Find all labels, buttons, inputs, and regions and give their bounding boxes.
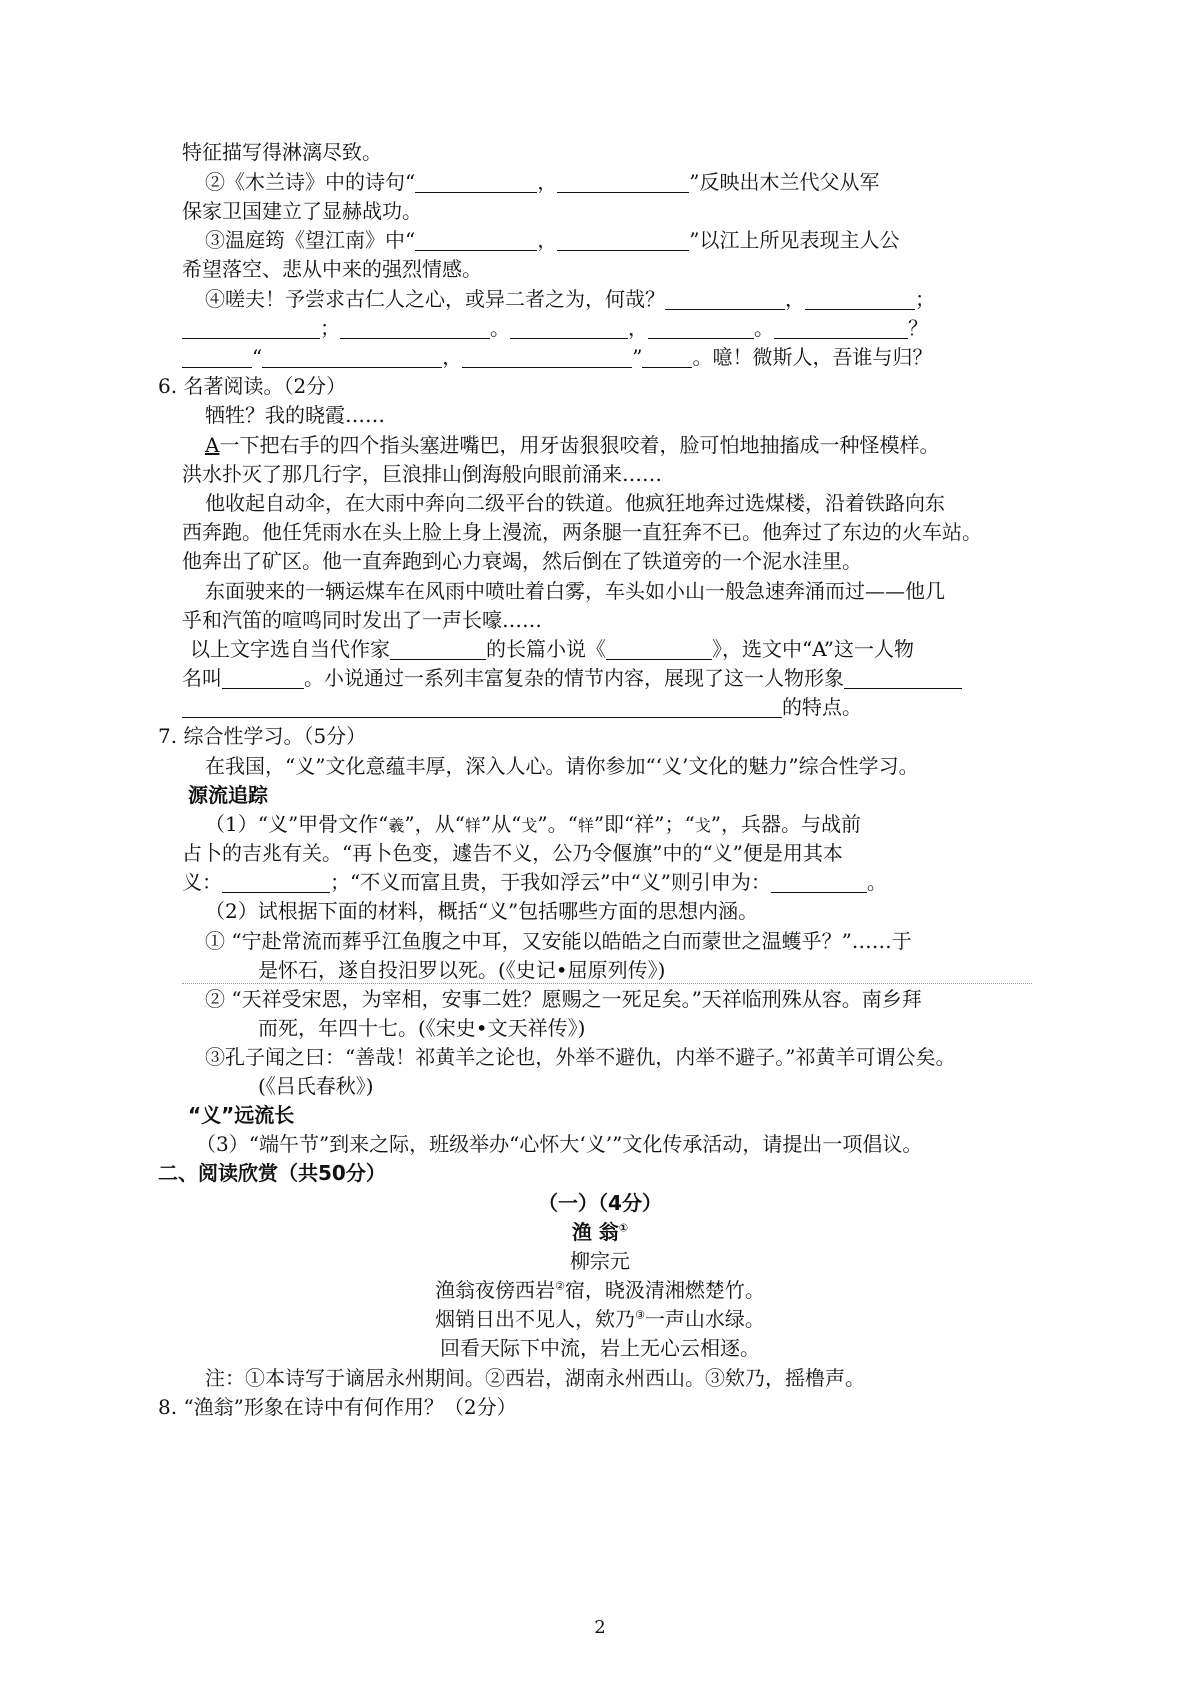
q6-question-text: 的长篇小说《	[486, 637, 606, 661]
oracle-bone-yang-glyph: 䍧	[577, 816, 594, 835]
answer-blank[interactable]	[462, 345, 632, 368]
material-1-line-1: ① “宁赴常流而葬乎江鱼腹之中耳，又安能以皓皓之白而蒙世之温蠖乎？”……于	[205, 929, 912, 953]
close-quote: ”	[632, 345, 643, 369]
q7-sub1-text: ”。“	[537, 812, 578, 836]
material-divider	[182, 983, 1032, 984]
q5-line-1	[205, 168, 879, 196]
poem-line-2	[0, 1305, 1200, 1333]
q5-line-5	[205, 285, 935, 313]
character-trait-blank[interactable]	[182, 695, 782, 718]
poem-line-1-text: 渔翁夜傍西岩	[435, 1278, 556, 1302]
footnote-marker: ③	[635, 1308, 645, 1322]
question-mark: ？	[908, 316, 928, 340]
answer-blank[interactable]	[510, 316, 628, 339]
q6-question-text: 名叫	[182, 666, 222, 690]
comma: ，	[537, 228, 558, 252]
q6-question-text: 》，选文中“A”这一人物	[712, 637, 914, 661]
q6-question-line-2	[182, 664, 962, 692]
oracle-bone-yang-glyph: 䍧	[464, 816, 481, 835]
q6-para-2	[205, 431, 939, 459]
q6-para-4: 他收起自动伞，在大雨中奔向二级平台的铁道。他疯狂地奔过选煤楼，沿着铁路向东	[205, 491, 945, 515]
answer-blank[interactable]	[642, 345, 692, 368]
q6-para-8: 乎和汽笛的喧鸣同时发出了一声长嚎……	[182, 608, 542, 632]
q6-question-text: 。小说通过一系列丰富复杂的情节内容，展现了这一人物形象	[304, 666, 844, 690]
q5-line-3	[205, 226, 899, 254]
poem-title-text: 渔 翁	[571, 1220, 619, 1244]
open-quote: “	[252, 345, 263, 369]
oracle-bone-wo-glyph: 戈	[521, 816, 538, 835]
q5-line-7	[182, 343, 932, 371]
original-meaning-blank[interactable]	[222, 870, 330, 893]
material-2-line-2: 而死，年四十七。(《宋史•文天祥传》)	[258, 1016, 586, 1040]
q7-sub1-text: 。	[866, 870, 887, 894]
q6-para-7: 东面驶来的一辆运煤车在风雨中喷吐着白雾，车头如小山一般急速奔涌而过——他几	[205, 579, 945, 603]
section-heading-origin: 源流追踪	[188, 783, 268, 807]
answer-blank[interactable]	[182, 316, 320, 339]
part-2-subsection-title: （一）（4分）	[538, 1191, 662, 1215]
q5-line-2: 保家卫国建立了显赫战功。	[182, 199, 422, 223]
q7-sub1-line-2: 占卜的吉兆有关。“再卜色变，遽告不义，公乃令偃旗”中的“义”便是用其本	[182, 841, 843, 865]
oracle-bone-wo-glyph: 戈	[694, 816, 711, 835]
q5-line-3-tail: ”以江上所见表现主人公	[689, 228, 900, 252]
comma: ，	[628, 316, 648, 340]
answer-blank[interactable]	[648, 316, 754, 339]
q6-question-text: 以上文字选自当代作家	[190, 637, 390, 661]
poem-line-1	[0, 1276, 1200, 1304]
poem-notes: 注：①本诗写于谪居永州期间。②西岩，湖南永州西山。③欸乃，摇橹声。	[205, 1366, 865, 1390]
section-heading-legacy: “义”远流长	[188, 1103, 295, 1127]
character-trait-blank[interactable]	[844, 666, 962, 689]
q7-sub1-line-1	[205, 810, 861, 840]
q7-sub1-text: ”从“	[480, 812, 522, 836]
answer-blank[interactable]	[415, 170, 537, 193]
comma: ，	[537, 170, 558, 194]
q7-title: 7. 综合性学习。（5分）	[158, 724, 367, 748]
q7-sub1-text: ；“不义而富且贵，于我如浮云”中“义”则引申为：	[330, 870, 771, 894]
answer-blank[interactable]	[665, 287, 785, 310]
period: 。	[490, 316, 510, 340]
q5-line-6	[182, 314, 928, 342]
q7-sub1-text: ”即“祥”；“	[593, 812, 695, 836]
material-2-line-1: ② “天祥受宋恩，为宰相，安事二姓？愿赐之一死足矣。”天祥临刑殊从容。南乡拜	[205, 987, 922, 1011]
answer-blank[interactable]	[415, 228, 537, 251]
comma: ，	[442, 345, 463, 369]
answer-blank[interactable]	[182, 345, 252, 368]
answer-blank[interactable]	[774, 316, 908, 339]
poem-title	[0, 1218, 1200, 1246]
extended-meaning-blank[interactable]	[771, 870, 867, 893]
q6-para-2-text: 一下把右手的四个指头塞进嘴巴，用牙齿狠狠咬着，脸可怕地抽搐成一种怪模样。	[219, 433, 940, 457]
footnote-marker: ②	[555, 1279, 565, 1293]
poem-line-2-text: 一声山水绿。	[644, 1307, 765, 1331]
q6-question-line-3	[182, 693, 862, 721]
oracle-bone-yi-glyph: 羲	[388, 816, 405, 835]
comma: ，	[785, 287, 805, 311]
answer-blank[interactable]	[805, 287, 915, 310]
q5-line-1-tail: ”反映出木兰代父从军	[689, 170, 880, 194]
answer-blank[interactable]	[262, 345, 442, 368]
footnote-marker: ①	[618, 1221, 629, 1235]
q6-question-line-1	[190, 635, 914, 663]
q6-para-6: 他奔出了矿区。他一直奔跑到心力衰竭，然后倒在了铁道旁的一个泥水洼里。	[182, 549, 862, 573]
material-1-line-2: 是怀石，遂自投汨罗以死。(《史记•屈原列传》)	[258, 958, 666, 982]
poem-line-3: 回看天际下中流，岩上无心云相逐。	[440, 1336, 760, 1360]
character-a-mark: A	[205, 433, 220, 457]
q7-sub2: （2）试根据下面的材料，概括“义”包括哪些方面的思想内涵。	[205, 899, 759, 923]
q7-sub1-text: ”，从“	[404, 812, 465, 836]
q5-line-1-text: ②《木兰诗》中的诗句“	[205, 170, 416, 194]
q5-line-4: 希望落空、悲从中来的强烈情感。	[182, 257, 482, 281]
poem-line-2-text: 烟销日出不见人，欸乃	[435, 1307, 636, 1331]
material-3-line-2: (《吕氏春秋》)	[258, 1074, 374, 1098]
q7-sub1-text: 义：	[182, 870, 222, 894]
poem-author: 柳宗元	[570, 1249, 630, 1273]
part-2-title: 二、阅读欣赏（共50分）	[158, 1161, 386, 1185]
q7-sub1-line-3	[182, 868, 887, 896]
q7-sub3: （3）“端午节”到来之际，班级举办“心怀大‘义’”文化传承活动，请提出一项倡议。	[196, 1132, 923, 1156]
q5-line-3-text: ③温庭筠《望江南》中“	[205, 228, 416, 252]
character-name-blank[interactable]	[222, 666, 304, 689]
q6-question-text: 的特点。	[782, 695, 862, 719]
page-number: 2	[594, 1617, 606, 1638]
q7-intro: 在我国，“义”文化意蕴丰厚，深入人心。请你参加“‘义’文化的魅力”综合性学习。	[205, 754, 919, 778]
author-blank[interactable]	[390, 637, 486, 660]
answer-blank[interactable]	[340, 316, 490, 339]
q7-sub1-text: （1）“义”甲骨文作“	[205, 812, 389, 836]
answer-blank[interactable]	[557, 170, 689, 193]
semicolon: ；	[915, 287, 935, 311]
q8-title: 8. “渔翁”形象在诗中有何作用？（2分）	[158, 1395, 517, 1419]
period: 。	[754, 316, 774, 340]
q6-para-5: 西奔跑。他任凭雨水在头上脸上身上漫流，两条腿一直狂奔不已。他奔过了东边的火车站。	[182, 520, 982, 544]
q6-title: 6. 名著阅读。（2分）	[158, 374, 347, 398]
poem-line-1-text: 宿，晓汲清湘燃楚竹。	[564, 1278, 765, 1302]
semicolon: ；	[320, 316, 340, 340]
q5-line-0: 特征描写得淋漓尽致。	[182, 140, 382, 164]
q6-para-3: 洪水扑灭了那几行字，巨浪排山倒海般向眼前涌来……	[182, 462, 662, 486]
q6-para-1: 牺牲？我的晓霞……	[205, 403, 385, 427]
q5-line-7-tail: 。噫！微斯人，吾谁与归？	[692, 345, 933, 369]
q5-line-5-text: ④嗟夫！予尝求古仁人之心，或异二者之为，何哉？	[205, 287, 665, 311]
answer-blank[interactable]	[557, 228, 689, 251]
material-3-line-1: ③孔子闻之曰：“善哉！祁黄羊之论也，外举不避仇，内举不避子。”祁黄羊可谓公矣。	[205, 1045, 956, 1069]
novel-title-blank[interactable]	[606, 637, 712, 660]
q7-sub1-text: ”，兵器。与战前	[710, 812, 861, 836]
